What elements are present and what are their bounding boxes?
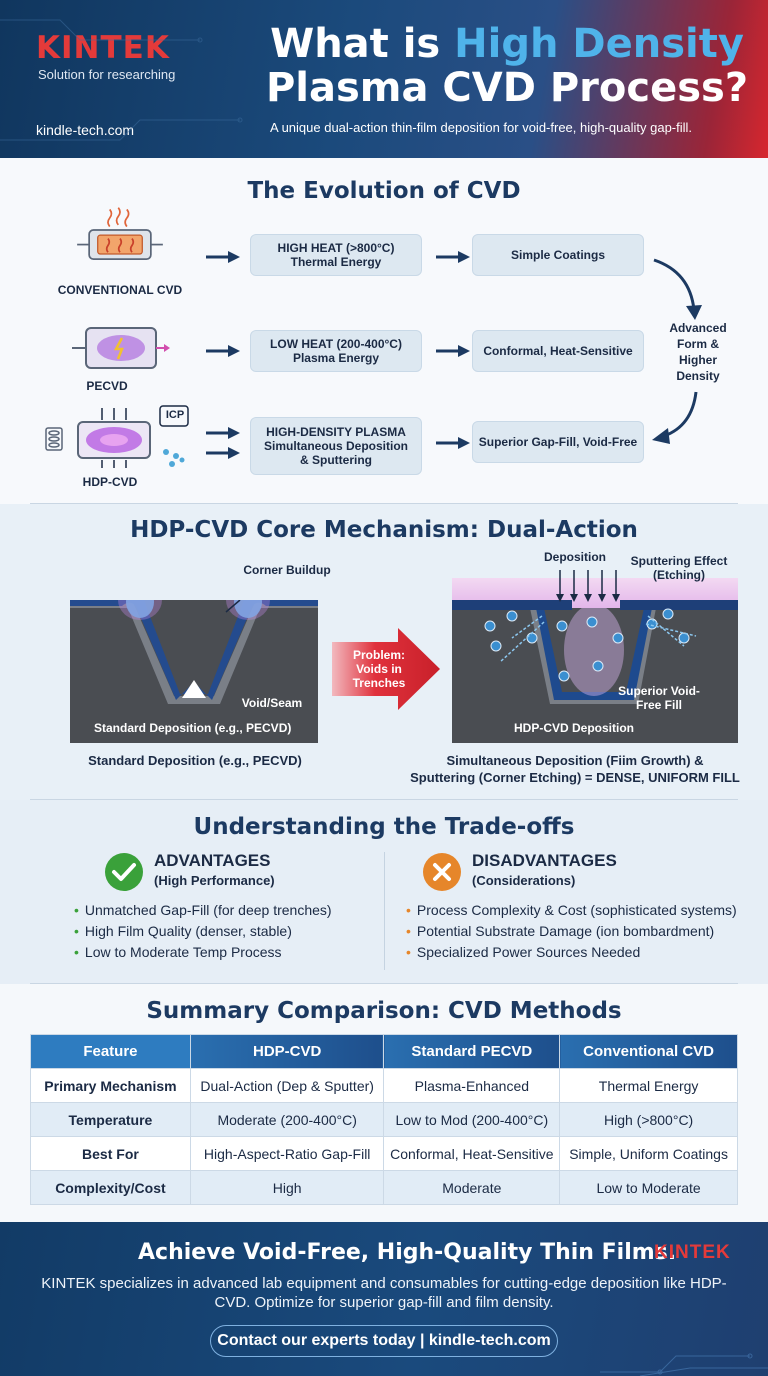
title-suffix: Plasma CVD Process? [265, 65, 749, 111]
method-label-hdp: HDP-CVD [82, 475, 138, 489]
advantages-list [74, 900, 332, 963]
footer-banner [0, 1222, 768, 1376]
summary-title: Summary Comparison: CVD Methods [146, 998, 622, 1024]
brand-tagline: Solution for researching [38, 67, 176, 82]
table-cell: Temperature [31, 1103, 191, 1137]
header-banner [0, 0, 768, 158]
table-row [31, 1171, 738, 1205]
arrow-right-icon [436, 250, 470, 264]
arrow-right-icon [206, 344, 240, 358]
contact-cta-button[interactable]: Contact our experts today | kindle-tech.com [210, 1325, 558, 1357]
list-item: • Unmatched Gap-Fill (for deep trenches) [74, 900, 332, 921]
footer-title: Achieve Void-Free, High-Quality Thin Films. [138, 1240, 677, 1265]
method-label-pecvd: PECVD [86, 379, 128, 393]
disadvantages-subheading: (Considerations) [472, 873, 576, 888]
column-header: HDP-CVD [190, 1035, 384, 1069]
table-cell: Dual-Action (Dep & Sputter) [190, 1069, 384, 1103]
list-item: • Process Complexity & Cost (sophisticated systems) [406, 900, 737, 921]
list-item: • Specialized Power Sources Needed [406, 942, 737, 963]
result-box-conventional: Simple Coatings [472, 234, 644, 276]
table-cell: Simple, Uniform Coatings [560, 1137, 738, 1171]
page-subtitle: A unique dual-action thin-film deposition for void-free, high-quality gap-fill. [270, 120, 693, 135]
footer-circuit-decoration [600, 1332, 768, 1376]
arrow-right-icon [436, 344, 470, 358]
hdp-deposition-caption [400, 752, 750, 786]
table-cell: Thermal Energy [560, 1069, 738, 1103]
deposition-label: Deposition [544, 550, 606, 564]
input-box-hdp: HIGH-DENSITY PLASMA Simultaneous Deposition & Sputtering [250, 417, 422, 475]
arrow-right-icon [206, 446, 240, 460]
table-header-row [31, 1035, 738, 1069]
arrow-right-icon [206, 426, 240, 440]
table-cell: Moderate (200-400°C) [190, 1103, 384, 1137]
table-cell: Moderate [384, 1171, 560, 1205]
x-circle-icon [422, 852, 462, 892]
icp-label: ICP [165, 409, 185, 421]
standard-deposition-caption: Standard Deposition (e.g., PECVD) [88, 753, 302, 768]
standard-panel-caption: Standard Deposition (e.g., PECVD) [94, 721, 292, 735]
table-cell: Conformal, Heat-Sensitive [384, 1137, 560, 1171]
evolution-title: The Evolution of CVD [247, 178, 521, 204]
footer-brand-logo[interactable]: KINTEK [654, 1242, 731, 1263]
header-circuit-decoration [0, 0, 768, 158]
column-header: Standard PECVD [384, 1035, 560, 1069]
table-cell: Complexity/Cost [31, 1171, 191, 1205]
advantages-subheading: (High Performance) [154, 873, 275, 888]
table-cell: High-Aspect-Ratio Gap-Fill [190, 1137, 384, 1171]
list-item: • Potential Substrate Damage (ion bombardment) [406, 921, 737, 942]
result-box-hdp: Superior Gap-Fill, Void-Free [472, 421, 644, 463]
input-box-conventional: HIGH HEAT (>800°C) Thermal Energy [250, 234, 422, 276]
list-item: • High Film Quality (denser, stable) [74, 921, 332, 942]
void-free-fill-label: Superior Void-Free Fill [618, 684, 700, 712]
checkmark-circle-icon [104, 852, 144, 892]
list-item: • Low to Moderate Temp Process [74, 942, 332, 963]
footer-description: KINTEK specializes in advanced lab equipment and consumables for cutting-edge deposition like HDP-CVD. Optimize for superior gap-fill and film density. [41, 1275, 727, 1311]
result-box-pecvd: Conformal, Heat-Sensitive [472, 330, 644, 372]
table-cell: Low to Moderate [560, 1171, 738, 1205]
hdp-panel-caption: HDP-CVD Deposition [514, 721, 634, 735]
hdp-caption-line2: Sputtering (Corner Etching) = DENSE, UNIFORM FILL [410, 770, 740, 785]
arrow-right-icon [206, 250, 240, 264]
method-label-conventional: CONVENTIONAL CVD [57, 283, 183, 297]
input-box-pecvd: LOW HEAT (200-400°C) Plasma Energy [250, 330, 422, 372]
table-cell: Primary Mechanism [31, 1069, 191, 1103]
brand-logo[interactable]: KINTEK [36, 30, 170, 66]
sputtering-label: Sputtering Effect (Etching) [630, 554, 728, 582]
progression-note: Advanced Form & Higher Density [669, 321, 727, 383]
disadvantages-heading: DISADVANTAGES [472, 851, 617, 870]
table-cell: Best For [31, 1137, 191, 1171]
comparison-table [30, 1034, 738, 1205]
corner-buildup-label: Corner Buildup [243, 563, 331, 577]
problem-label: Problem: Voids in Trenches [352, 648, 406, 690]
table-row [31, 1137, 738, 1171]
advantages-heading: ADVANTAGES [154, 851, 271, 870]
column-header: Conventional CVD [560, 1035, 738, 1069]
mechanism-title: HDP-CVD Core Mechanism: Dual-Action [130, 517, 638, 543]
table-row [31, 1069, 738, 1103]
site-domain[interactable]: kindle-tech.com [36, 122, 135, 138]
tradeoffs-divider [384, 852, 385, 970]
table-cell: High [190, 1171, 384, 1205]
plasma-chamber-icon [72, 318, 172, 378]
column-header: Feature [31, 1035, 191, 1069]
disadvantages-list [406, 900, 737, 963]
table-cell: Low to Mod (200-400°C) [384, 1103, 560, 1137]
title-prefix: What is [270, 21, 455, 67]
title-highlight: High Density [454, 21, 744, 67]
hdp-caption-line1: Simultaneous Deposition (Fiim Growth) & [446, 753, 704, 768]
table-row [31, 1103, 738, 1137]
arrow-right-icon [436, 436, 470, 450]
furnace-heat-icon [70, 206, 170, 266]
table-cell: High (>800°C) [560, 1103, 738, 1137]
void-seam-label: Void/Seam [241, 696, 303, 710]
table-cell: Plasma-Enhanced [384, 1069, 560, 1103]
tradeoffs-title: Understanding the Trade-offs [193, 814, 575, 840]
